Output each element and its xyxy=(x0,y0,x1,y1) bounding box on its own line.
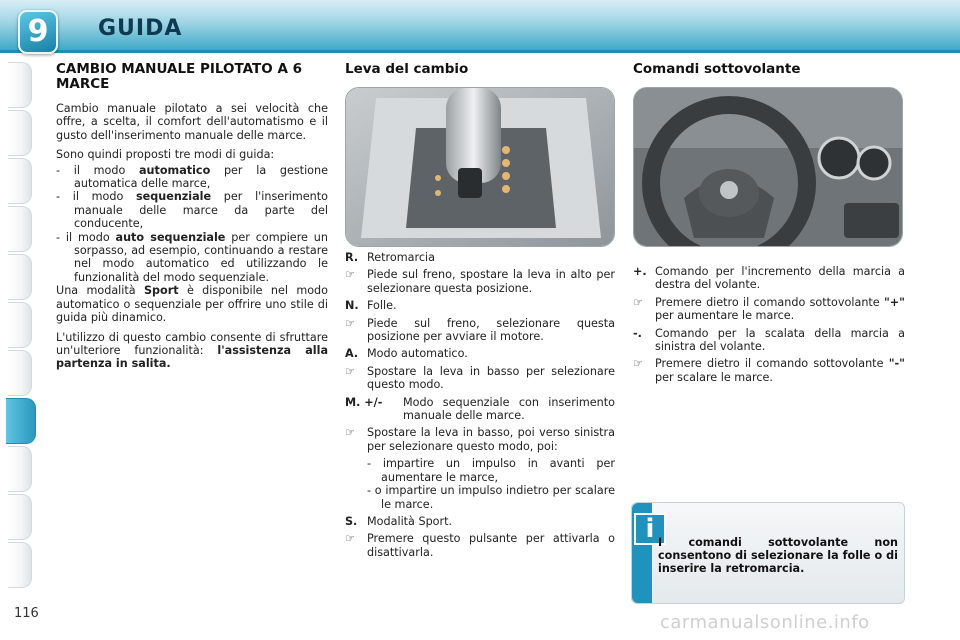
paddle-item: +. Comando per l'incremento della marcia a destra del volante. xyxy=(633,265,905,292)
chapter-tab[interactable] xyxy=(8,350,32,396)
chapter-tab[interactable] xyxy=(8,254,32,300)
page-title: GUIDA xyxy=(98,16,183,41)
gear-item: S. Modalità Sport. xyxy=(345,514,453,528)
header-divider xyxy=(0,50,960,53)
gear-instruction: ☞ Piede sul freno, selezionare questa posizione per avviare il motore. xyxy=(345,316,615,344)
gear-positions-list xyxy=(345,251,615,559)
chapter-tab[interactable] xyxy=(8,494,32,540)
hill-assist-paragraph: L'utilizzo di questo cambio consente di sfruttare un'ulteriore funzionalità: l'assistenza alla partenza in salita. xyxy=(56,330,329,371)
paddle-list xyxy=(633,265,905,384)
intro-paragraph: Cambio manuale pilotato a sei velocità che offre, a scelta, il comfort dell'automatismo e il gusto dell'inserimento manuale delle marce. xyxy=(56,102,328,142)
mode-item: - il modo sequenziale per l'inserimento manuale delle marce da parte del conducente, xyxy=(56,190,328,231)
mode-item: - il modo auto sequenziale per compiere un sorpasso, ad esempio, continuando a restare nel modo automatico ed utilizzando le funzionalità del modo sequenziale. xyxy=(56,230,328,284)
info-icon: i xyxy=(634,513,666,545)
page-number: 116 xyxy=(14,606,39,621)
sub-item: - impartire un impulso in avanti per aumentare le marce, xyxy=(367,457,615,484)
chapter-tab[interactable] xyxy=(8,302,32,348)
gear-item: M. +/- Modo sequenziale con inserimento manuale delle marce. xyxy=(345,395,615,423)
section-title-leva: Leva del cambio xyxy=(345,61,469,77)
watermark: carmanualsonline.info xyxy=(660,612,870,633)
chapter-number-badge: 9 xyxy=(18,10,58,54)
chapter-tabs xyxy=(0,62,34,582)
section-title-comandi: Comandi sottovolante xyxy=(633,61,801,77)
column-gear-lever xyxy=(345,62,615,559)
mode-item: - il modo automatico per la gestione automatica delle marce, xyxy=(56,163,328,191)
gear-lever-photo xyxy=(345,87,615,247)
gear-instruction: ☞ Piede sul freno, spostare la leva in alto per selezionare questa posizione. xyxy=(345,268,615,295)
gear-instruction: ☞ Spostare la leva in basso, poi verso sinistra per selezionare questo modo, poi: xyxy=(345,426,615,453)
chapter-tab[interactable] xyxy=(8,110,32,156)
chapter-tab-active[interactable] xyxy=(6,398,36,444)
chapter-tab[interactable] xyxy=(8,158,32,204)
paddle-instruction: ☞ Premere dietro il comando sottovolante "-" per scalare le marce. xyxy=(633,357,905,384)
sequential-sub-list xyxy=(345,457,615,511)
gear-item: R. Retromarcia xyxy=(345,251,435,264)
gear-item: A. Modo automatico. xyxy=(345,347,468,361)
chapter-tab[interactable] xyxy=(8,62,32,108)
steering-wheel-photo xyxy=(633,87,903,247)
section-title-cambio: CAMBIO MANUALE PILOTATO A 6 MARCE xyxy=(56,61,302,92)
sport-paragraph: Una modalità Sport è disponibile nel modo automatico o sequenziale per offrire uno stile di guida più dinamico. xyxy=(56,284,329,325)
info-text: I comandi sottovolante non consentono di selezionare la folle o di inserire la retromarcia. xyxy=(658,536,898,575)
sub-item: - o impartire un impulso indietro per scalare le marce. xyxy=(367,484,615,511)
gear-instruction: ☞ Spostare la leva in basso per selezionare questo modo. xyxy=(345,364,615,392)
info-box xyxy=(631,502,905,604)
column-paddles xyxy=(633,62,905,384)
paddle-item: -. Comando per la scalata della marcia a sinistra del volante. xyxy=(633,326,905,354)
gear-instruction: ☞ Premere questo pulsante per attivarla o disattivarla. xyxy=(345,532,615,559)
chapter-tab[interactable] xyxy=(8,206,32,252)
steering-wheel-illustration xyxy=(634,88,903,247)
gear-item: N. Folle. xyxy=(345,299,397,313)
modes-intro: Sono quindi proposti tre modi di guida: xyxy=(56,148,275,162)
column-intro xyxy=(56,62,328,371)
paddle-instruction: ☞ Premere dietro il comando sottovolante "+" per aumentare le marce. xyxy=(633,295,905,323)
modes-list xyxy=(56,164,328,285)
chapter-tab[interactable] xyxy=(8,542,32,588)
chapter-tab[interactable] xyxy=(8,446,32,492)
gear-lever-illustration xyxy=(346,88,615,247)
